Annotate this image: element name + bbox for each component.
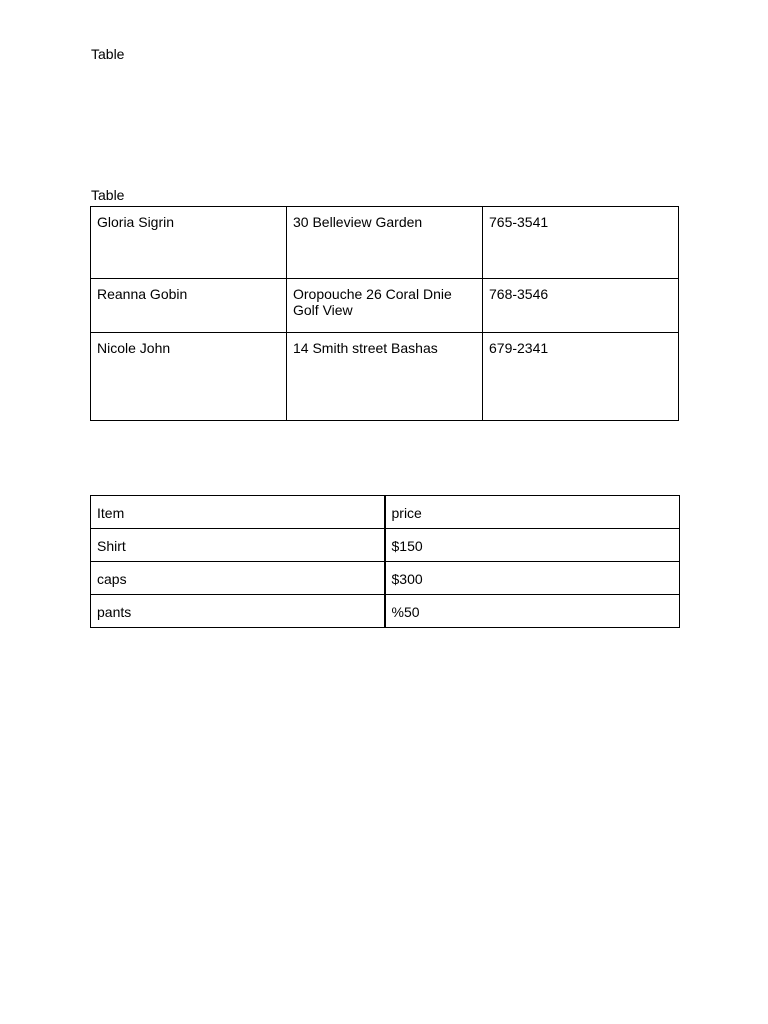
price-cell: $300: [385, 562, 680, 595]
contact-name-cell: Gloria Sigrin: [91, 207, 287, 279]
contact-address-cell: Oropouche 26 Coral Dnie Golf View: [287, 279, 483, 333]
table-row: [91, 207, 679, 279]
table-row: [91, 529, 680, 562]
item-cell: caps: [91, 562, 385, 595]
item-cell: pants: [91, 595, 385, 628]
contact-phone-cell: 765-3541: [483, 207, 679, 279]
contact-phone-cell: 679-2341: [483, 333, 679, 421]
table-header-row: [91, 496, 680, 529]
column-header-price: price: [385, 496, 680, 529]
price-cell: $150: [385, 529, 680, 562]
contacts-table: [90, 206, 679, 421]
price-table: [90, 495, 680, 628]
column-header-item: Item: [91, 496, 385, 529]
contact-address-cell: 14 Smith street Bashas: [287, 333, 483, 421]
contact-phone-cell: 768-3546: [483, 279, 679, 333]
table-row: [91, 279, 679, 333]
table-row: [91, 562, 680, 595]
item-cell: Shirt: [91, 529, 385, 562]
contact-name-cell: Reanna Gobin: [91, 279, 287, 333]
price-cell: %50: [385, 595, 680, 628]
table-caption-top: Table: [91, 46, 125, 62]
table-caption-contacts: Table: [91, 187, 125, 203]
contact-address-cell: 30 Belleview Garden: [287, 207, 483, 279]
table-row: [91, 333, 679, 421]
contact-name-cell: Nicole John: [91, 333, 287, 421]
table-row: [91, 595, 680, 628]
